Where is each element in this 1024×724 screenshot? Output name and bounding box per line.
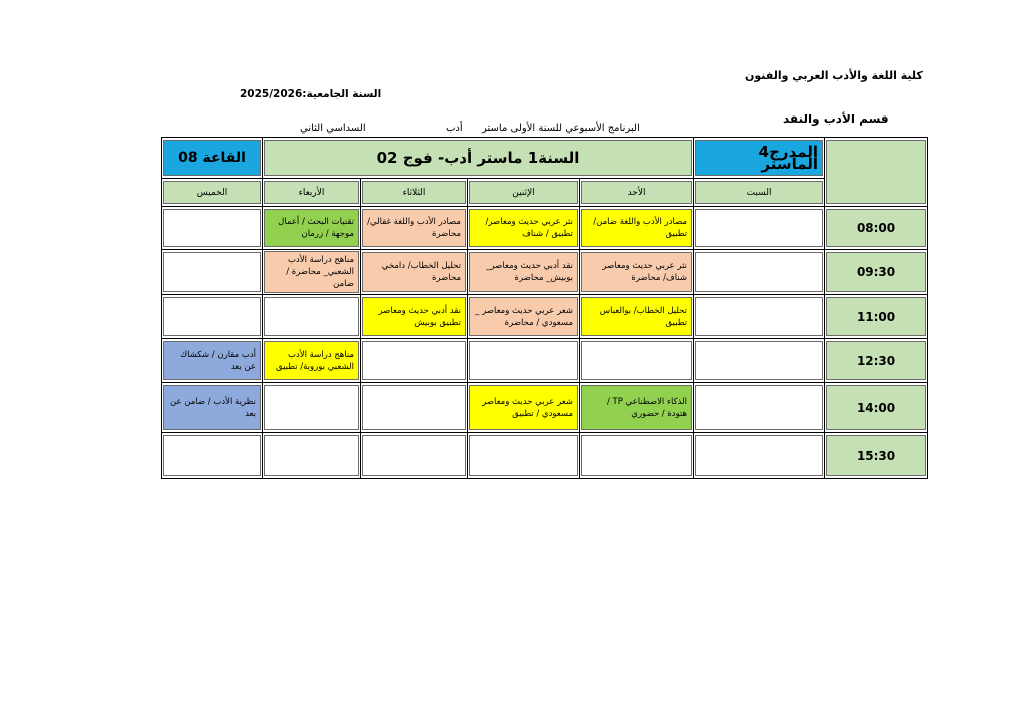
schedule-cell xyxy=(695,252,823,292)
program-title: البرنامج الأسبوعي للسنة الأولى ماستر xyxy=(482,123,640,134)
schedule-cell xyxy=(264,297,359,336)
time-slot: 12:30 xyxy=(826,341,926,380)
schedule-cell xyxy=(695,435,823,476)
faculty-title: كلية اللغة والأدب العربي والفنون xyxy=(745,69,923,82)
time-slot: 15:30 xyxy=(826,435,926,476)
schedule-cell xyxy=(163,297,261,336)
schedule-cell xyxy=(163,252,261,292)
schedule-cell: الذكاء الاصطناعي TP / هتودة / حضوري xyxy=(581,385,692,430)
schedule-cell: مناهج دراسة الأدب الشعبي_ محاضرة / ضامن xyxy=(264,251,359,293)
schedule-cell xyxy=(695,385,823,430)
schedule-cell xyxy=(695,341,823,380)
day-header-saturday: السبت xyxy=(695,181,823,204)
room-cell xyxy=(162,138,263,179)
day-header-sunday: الأحد xyxy=(581,181,692,204)
schedule-cell: تحليل الخطاب/ دامخي محاضرة xyxy=(362,252,466,292)
schedule-cell xyxy=(469,341,578,380)
schedule-cell xyxy=(264,435,359,476)
schedule-cell xyxy=(362,385,466,430)
schedule-cell: مناهج دراسة الأدب الشعبي بوروبة/ تطبيق xyxy=(264,341,359,380)
schedule-cell: أدب مقارن / شكشاك عن بعد xyxy=(163,341,261,380)
room-label: القاعة 08 xyxy=(163,140,261,176)
schedule-cell xyxy=(163,209,261,247)
time-slot: 11:00 xyxy=(826,297,926,336)
schedule-cell xyxy=(581,435,692,476)
schedule-cell: نظرية الأدب / ضامن عن بعد xyxy=(163,385,261,430)
time-slot: 08:00 xyxy=(826,209,926,247)
schedule-cell xyxy=(362,435,466,476)
schedule-cell: شعر عربي حديث ومعاصر _ مسعودي / محاضرة xyxy=(469,297,578,336)
schedule-cell xyxy=(581,341,692,380)
schedule-cell: نثر عربي حديث ومعاصر شناف/ محاضرة xyxy=(581,252,692,292)
specialty-label: أدب xyxy=(446,123,463,134)
schedule-cell xyxy=(695,297,823,336)
department-title: قسم الأدب والنقد xyxy=(783,112,889,126)
schedule-cell xyxy=(163,435,261,476)
academic-year: السنة الجامعية:2025/2026 xyxy=(240,88,382,100)
schedule-cell: مصادر الأدب واللغة ضامن/ تطبيق xyxy=(581,209,692,247)
schedule-cell: تحليل الخطاب/ بوالعباس تطبيق xyxy=(581,297,692,336)
schedule-cell xyxy=(362,341,466,380)
day-header-monday: الإثنين xyxy=(469,181,578,204)
schedule-cell: شعر عربي حديث ومعاصر مسعودي / تطبيق xyxy=(469,385,578,430)
schedule-cell: نقد أدبي حديث ومعاصر_ بوبيش_ محاضرة xyxy=(469,252,578,292)
group-banner: السنة1 ماستر أدب- فوج 02 xyxy=(264,140,692,176)
day-header-thursday: الخميس xyxy=(163,181,261,204)
corner-cell xyxy=(826,140,926,204)
semester-label: السداسي الثاني xyxy=(300,123,366,134)
schedule-cell: نقد أدبي حديث ومعاصر تطبيق بوبيش xyxy=(362,297,466,336)
day-header-wednesday: الأربعاء xyxy=(264,181,359,204)
schedule-cell xyxy=(469,435,578,476)
schedule-cell: نثر عربي حديث ومعاصر/ تطبيق / شناف xyxy=(469,209,578,247)
schedule-cell: مصادر الأدب واللغة غقالي/محاضرة xyxy=(362,209,466,247)
time-slot: 14:00 xyxy=(826,385,926,430)
time-slot: 09:30 xyxy=(826,252,926,292)
day-header-tuesday: الثلاثاء xyxy=(362,181,466,204)
schedule-cell xyxy=(264,385,359,430)
weekly-timetable xyxy=(161,137,928,479)
schedule-cell xyxy=(695,209,823,247)
schedule-cell: تقنيات البحث / أعمال موجهة / زرمان xyxy=(264,209,359,247)
hall-label: المدرج4 الماستر xyxy=(695,140,823,176)
